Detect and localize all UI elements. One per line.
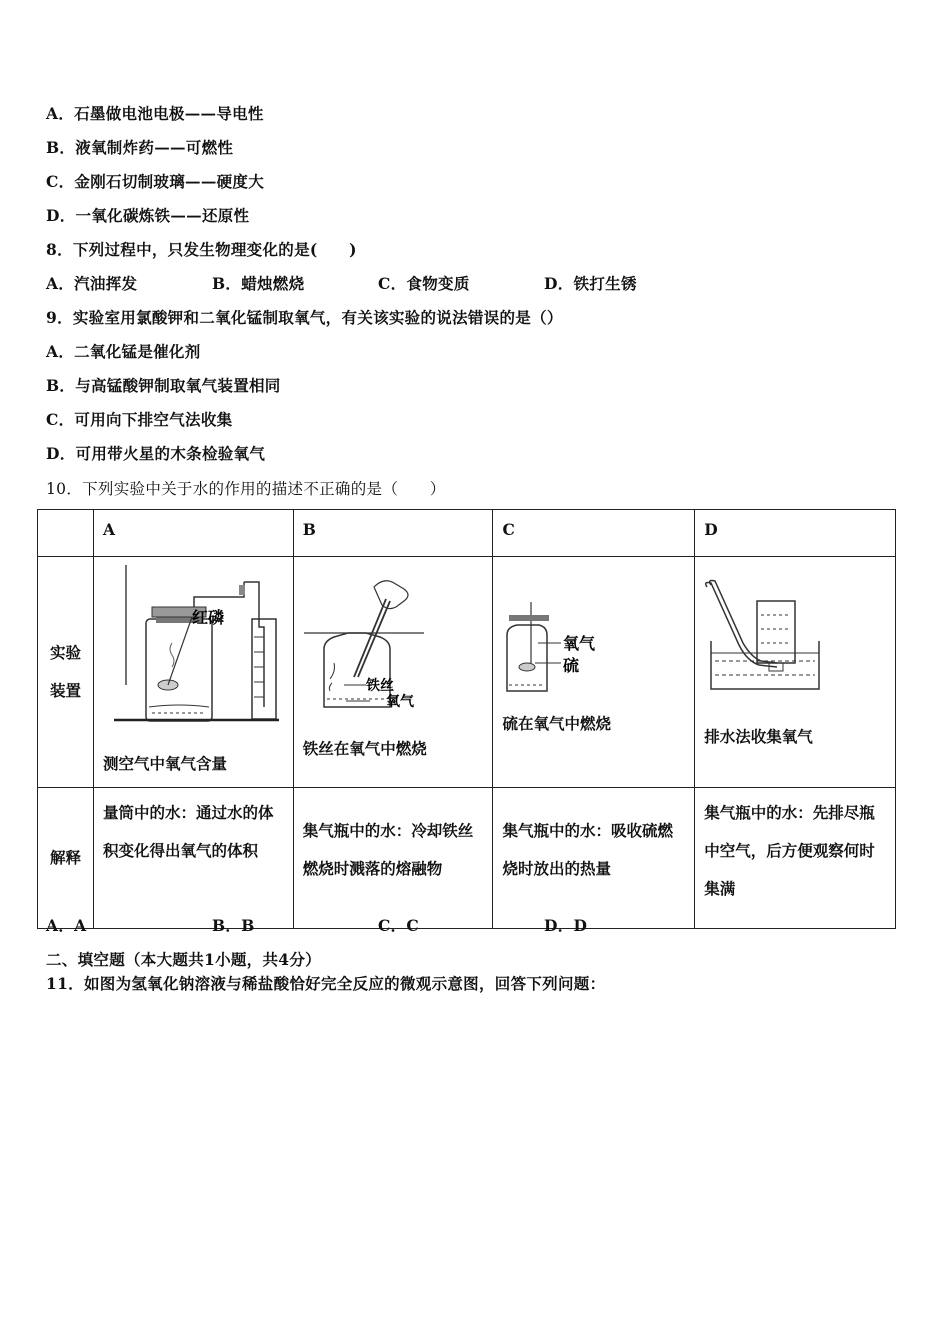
q9-option-c: C．可用向下排空气法收集: [46, 410, 233, 429]
label-sulfur: 硫: [563, 656, 580, 675]
iron-wire-figure: [294, 557, 494, 727]
q9-option-d: D．可用带火星的木条检验氧气: [46, 444, 266, 463]
explanation-a: 量筒中的水：通过水的体积变化得出氧气的体积: [93, 788, 293, 929]
q7-option-b: B．液氧制炸药——可燃性: [46, 138, 234, 157]
sulfur-figure: [493, 557, 693, 702]
q7-option-d: D．一氧化碳炼铁——还原性: [46, 206, 250, 225]
label-red-phosphorus: 红磷: [191, 608, 224, 627]
q7-option-a: A．石墨做电池电极——导电性: [46, 104, 264, 123]
header-c: C: [493, 510, 695, 557]
header-a: A: [93, 510, 293, 557]
apparatus-b-cell: [293, 557, 493, 788]
table-header-row: [38, 510, 896, 557]
caption-a: 测空气中氧气含量: [102, 754, 227, 773]
explanation-b: 集气瓶中的水：冷却铁丝燃烧时溅落的熔融物: [293, 788, 493, 929]
apparatus-c-cell: [493, 557, 695, 788]
q8-options: [46, 272, 637, 294]
device-row: [38, 557, 896, 788]
q8-option-d: D．铁打生锈: [544, 274, 637, 293]
q10-stem: 10．下列实验中关于水的作用的描述不正确的是（ ）: [46, 480, 446, 498]
header-b: B: [293, 510, 493, 557]
q10-option-c: C．C: [378, 916, 420, 935]
q8-option-c: C．食物变质: [378, 274, 470, 293]
header-empty-cell: [38, 510, 94, 557]
water-displacement-figure: [695, 557, 895, 707]
section-fill-in-title: 二、填空题（本大题共1小题，共4分）: [46, 950, 321, 969]
explanation-c: 集气瓶中的水：吸收硫燃烧时放出的热量: [493, 788, 695, 929]
row-label-device: 实验 装置: [38, 557, 94, 788]
apparatus-d-cell: [695, 557, 896, 788]
q11-stem: 11．如图为氢氧化钠溶液与稀盐酸恰好完全反应的微观示意图，回答下列问题：: [46, 974, 606, 993]
row-label-explain: 解释: [38, 788, 94, 929]
header-d: D: [695, 510, 896, 557]
q10-options: [46, 914, 587, 936]
q7-option-c: C．金刚石切制玻璃——硬度大: [46, 172, 265, 191]
caption-b: 铁丝在氧气中燃烧: [302, 739, 427, 758]
q8-option-a: A．汽油挥发: [46, 274, 138, 293]
q10-table: [37, 509, 896, 929]
phosphorus-apparatus-figure: [94, 557, 294, 737]
apparatus-a-cell: [93, 557, 293, 788]
explanation-row: [38, 788, 896, 929]
caption-c: 硫在氧气中燃烧: [502, 714, 611, 733]
q10-option-a: A．A: [46, 916, 87, 935]
q10-option-d: D．D: [544, 916, 588, 935]
q9-option-a: A．二氧化锰是催化剂: [46, 342, 201, 361]
explanation-d: 集气瓶中的水：先排尽瓶中空气，后方便观察何时集满: [695, 788, 896, 929]
q10-option-b: B．B: [212, 916, 255, 935]
q8-stem: 8．下列过程中，只发生物理变化的是( ): [46, 240, 357, 259]
label-iron-wire: 铁丝: [365, 678, 394, 694]
label-oxygen-b: 氧气: [385, 694, 414, 710]
q8-option-b: B．蜡烛燃烧: [212, 274, 305, 293]
label-oxygen-c: 氧气: [563, 634, 596, 653]
caption-d: 排水法收集氧气: [704, 727, 813, 746]
q9-option-b: B．与高锰酸钾制取氧气装置相同: [46, 376, 281, 395]
q9-stem: 9．实验室用氯酸钾和二氧化锰制取氧气，有关该实验的说法错误的是（）: [46, 308, 563, 327]
